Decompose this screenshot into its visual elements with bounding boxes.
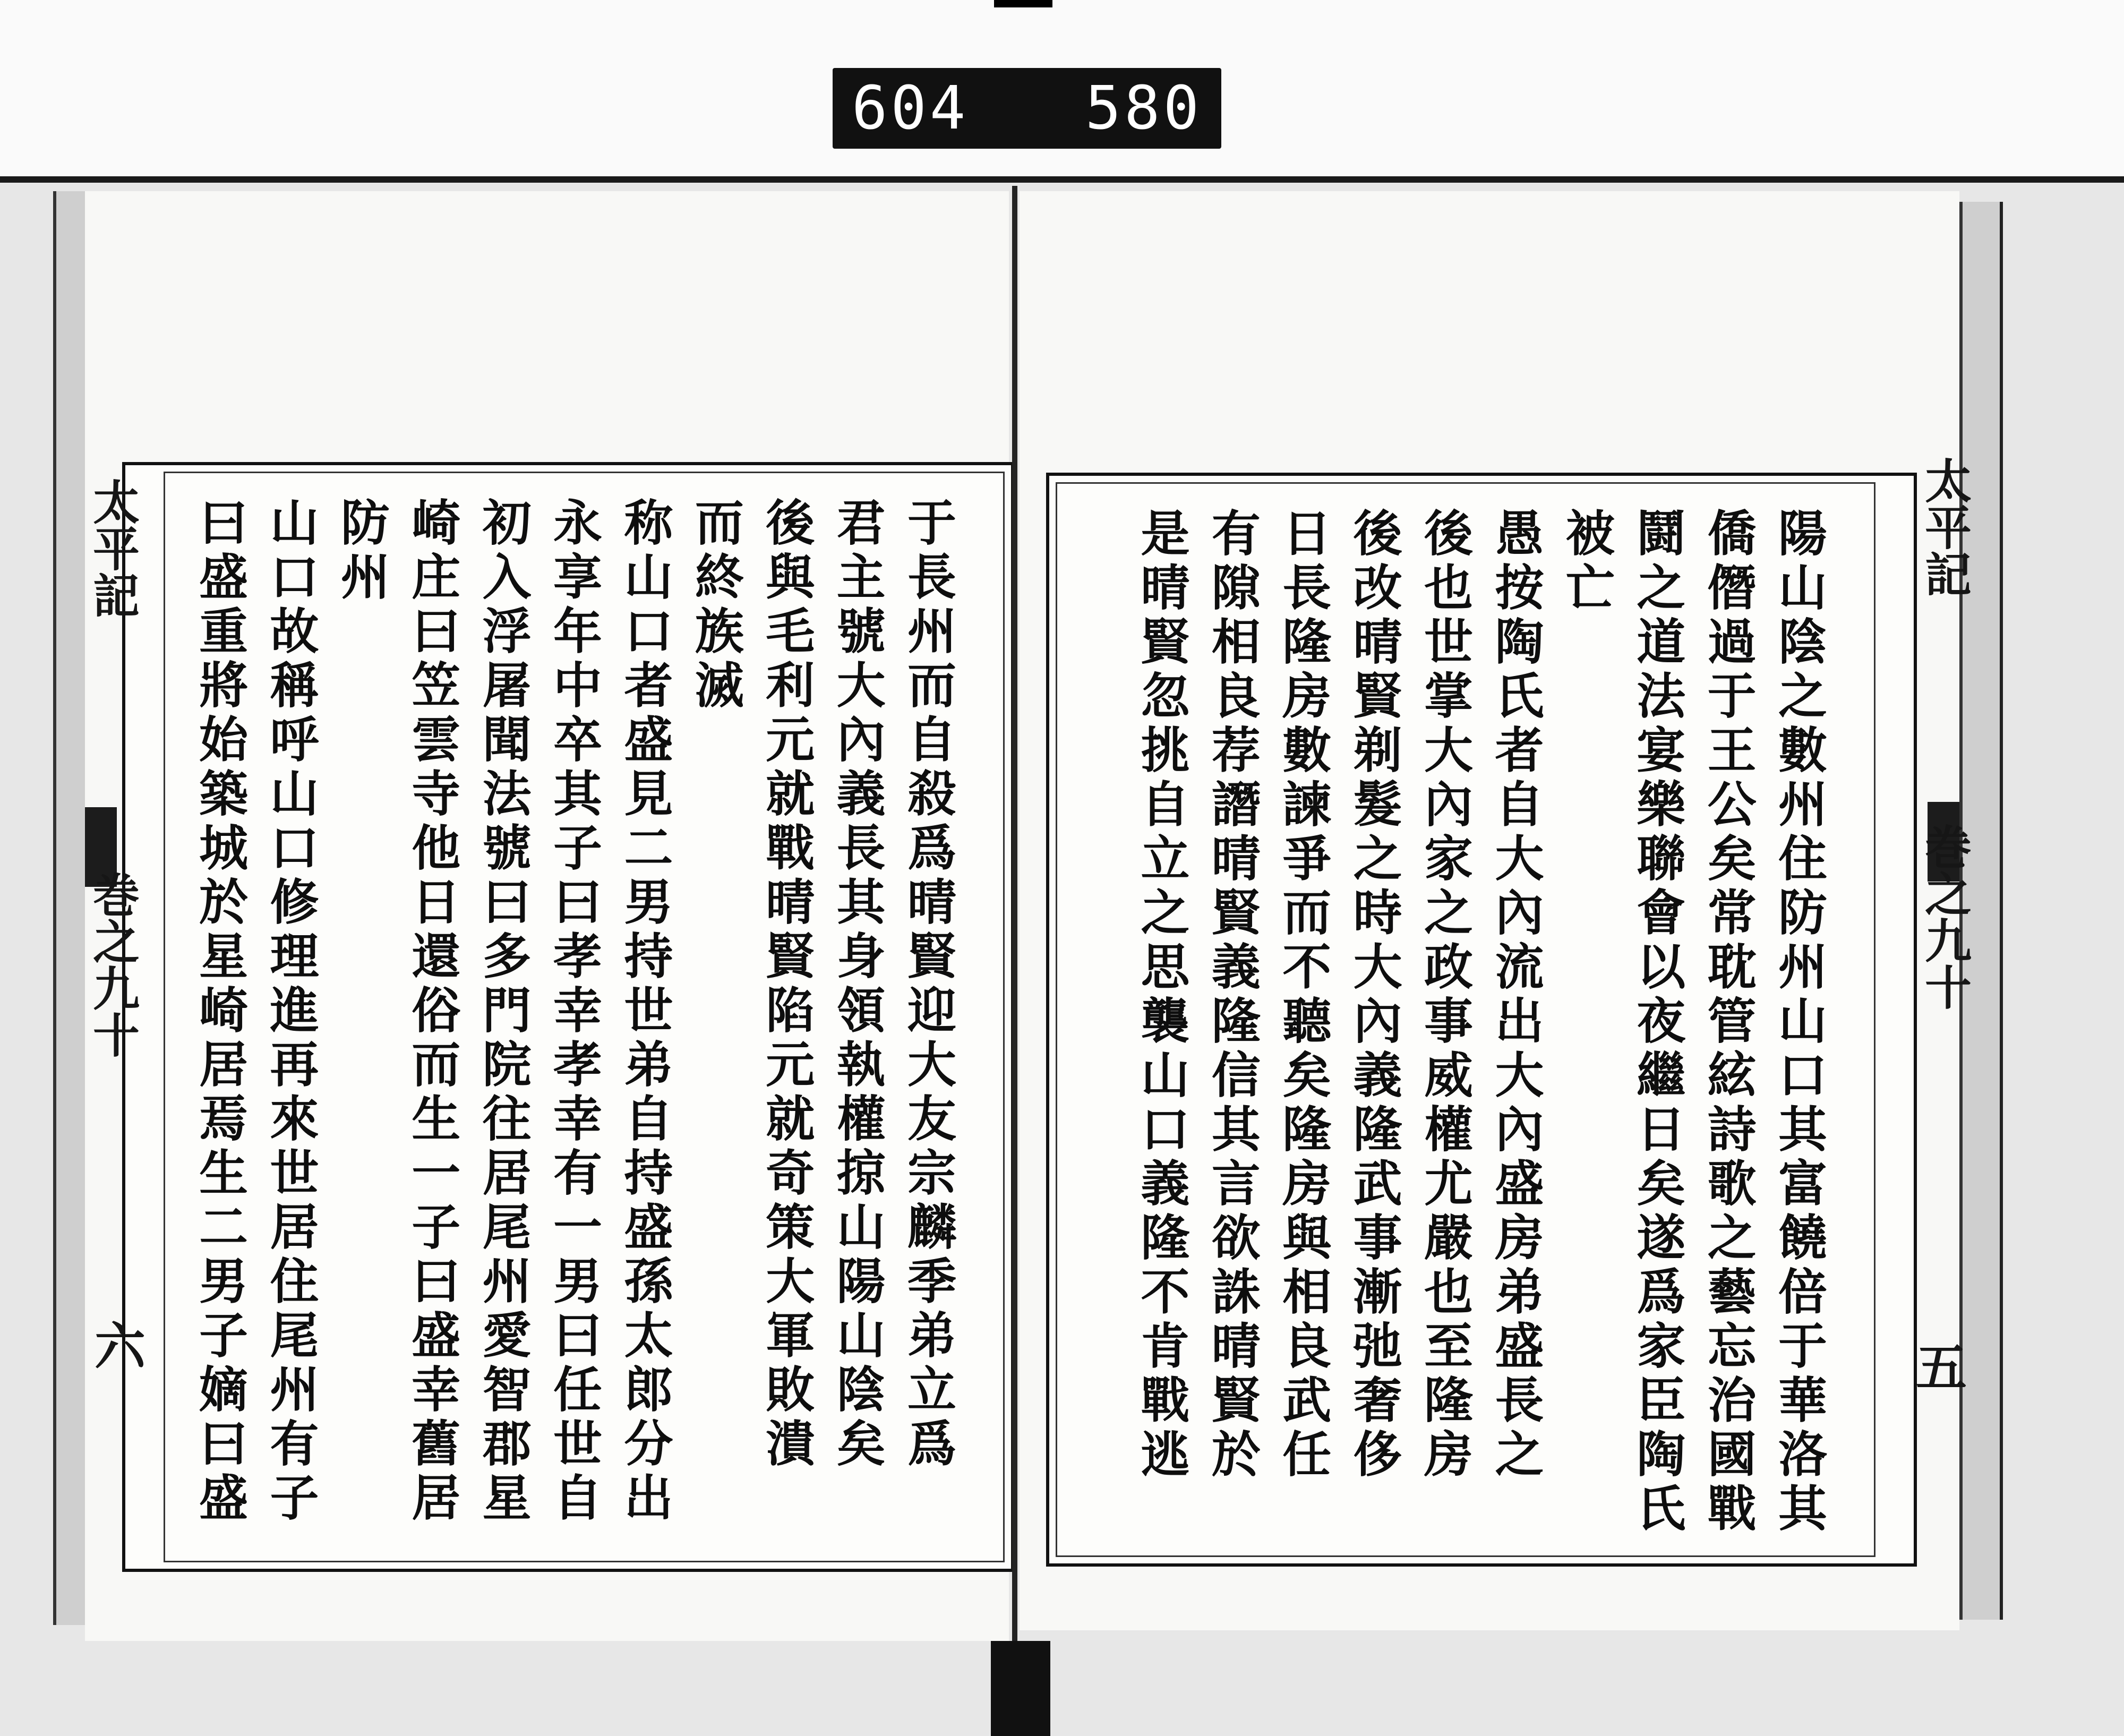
text-column: 曰盛重將始築城於星崎居焉生二男子嫡曰盛: [191, 497, 249, 1526]
right-page: [1020, 191, 1959, 1630]
text-column: 是晴賢忽挑自立之思襲山口義隆不肯戰逃: [1133, 508, 1191, 1483]
spine-clip: [991, 1641, 1050, 1736]
text-column: 陽山陰之數州住防州山口其富饒倍于華洛其: [1770, 508, 1828, 1537]
text-column: 君主號大內義長其身領執權掠山陽山陰矣: [828, 497, 886, 1472]
text-column: 後改晴賢剃髮之時大內義隆武事漸弛奢侈: [1345, 508, 1403, 1483]
text-column: 有隙相良荐譖晴賢義隆信其言欲誅晴賢於: [1203, 508, 1261, 1483]
text-column: 日長隆房數諫爭而不聽矣隆房與相良武任: [1274, 508, 1332, 1483]
right-page-text: [1126, 508, 1834, 1543]
text-column: 後與毛利元就戰晴賢陷元就奇策大軍敗潰: [758, 497, 816, 1472]
right-margin-title: 太平記: [1917, 457, 1973, 597]
left-margin-title: 太平記: [85, 478, 141, 618]
left-page: [85, 191, 1009, 1641]
alignment-mark: [994, 0, 1052, 7]
frame-number-right: 580: [1085, 74, 1202, 143]
text-column: 初入浮屠聞法號曰多門院往居尾州愛智郡星: [474, 497, 532, 1526]
left-margin-volume: 巻之九十: [85, 871, 141, 1058]
right-margin-volume: 巻之九十: [1917, 823, 1973, 1010]
right-folio-number: 五: [1916, 1338, 1967, 1398]
frame-number-label: [833, 68, 1221, 149]
text-column: 山口故稱呼山口修理進再來世居住尾州有子: [262, 497, 320, 1526]
left-folio-number: 六: [95, 1316, 145, 1376]
left-page-text: [184, 497, 963, 1533]
frame-number-left: 604: [852, 74, 969, 143]
header-rule: [0, 176, 2124, 183]
text-column: 于長州而自殺爲晴賢迎大友宗麟季弟立爲: [900, 497, 957, 1472]
text-column: 愚按陶氏者自大內流出大內盛房弟盛長之: [1487, 508, 1545, 1483]
text-column: 後也世掌大內家之政事威權尤嚴也至隆房: [1416, 508, 1474, 1483]
text-column: 僑僭過于王公矣常耽管絃詩歌之藝忘治國戰: [1699, 508, 1757, 1537]
right-text-frame: [1046, 473, 1917, 1567]
viewer-header: [0, 0, 2124, 181]
book-spine: [1012, 186, 1017, 1641]
text-column: 鬪之道法宴樂聯會以夜繼日矣遂爲家臣陶氏: [1629, 508, 1686, 1537]
text-column: 崎庄曰笠雲寺他日還俗而生一子曰盛幸舊居防州: [332, 497, 461, 1526]
left-text-frame: [122, 462, 1014, 1572]
text-column: 称山口者盛見二男持世弟自持盛孫太郎分出: [616, 497, 674, 1526]
text-column: 而終族滅: [687, 497, 744, 714]
text-column: 永享年中卒其子曰孝幸孝幸有一男曰任世自: [545, 497, 603, 1526]
text-column: 被亡: [1557, 508, 1615, 616]
